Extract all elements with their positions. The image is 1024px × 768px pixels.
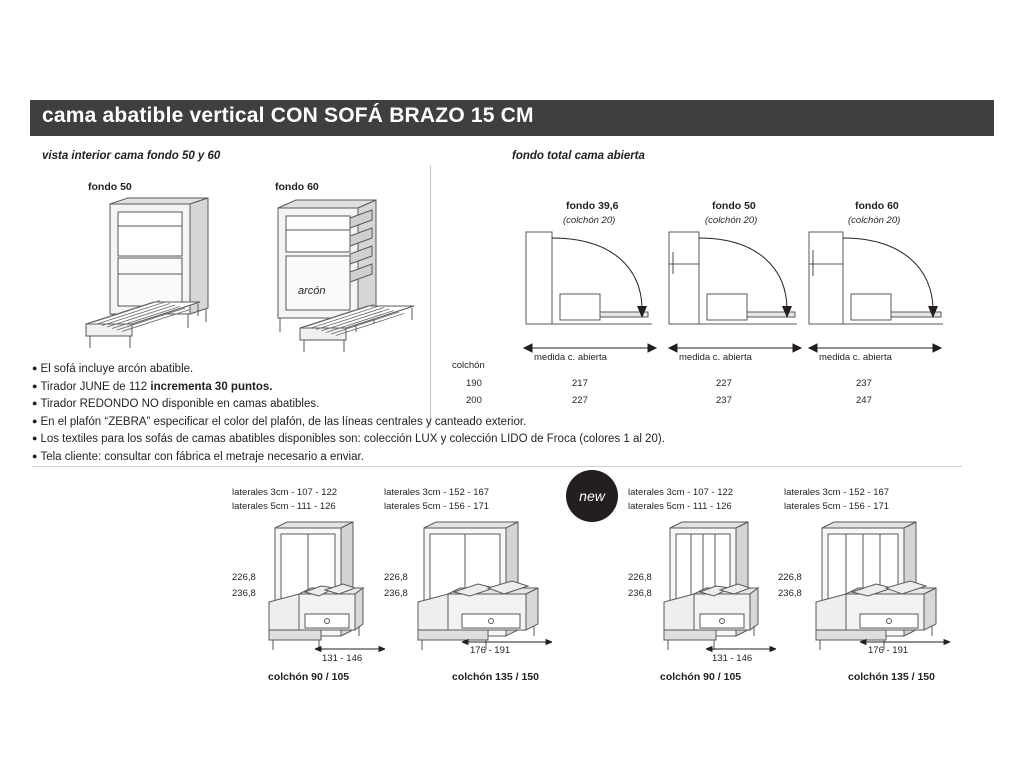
- bullet-icon: ●: [32, 363, 38, 373]
- interior-view-drawing-2: [238, 196, 428, 356]
- model-2-side5: laterales 5cm - 156 - 171: [384, 501, 490, 512]
- model-4-height-2: 236,8: [778, 588, 802, 599]
- right-section-heading: fondo total cama abierta: [512, 150, 645, 162]
- open-bed-drawing-2: [655, 228, 805, 338]
- model-2-caption: colchón 135 / 150: [452, 671, 539, 683]
- bullet-icon: ●: [32, 450, 38, 461]
- open-bed-sub-3: (colchón 20): [848, 215, 901, 226]
- model-2-width: 176 - 191: [470, 645, 511, 656]
- model-1-side5: laterales 5cm - 111 - 126: [232, 501, 336, 512]
- model-2-drawing: [408, 510, 558, 655]
- open-bed-drawing-3: [795, 228, 950, 338]
- table-row-label-1: 190: [466, 378, 482, 389]
- measure-label-1: medida c. abierta: [534, 352, 607, 363]
- note-text: Tela cliente: consultar con fábrica el metraje necesario a enviar.: [40, 450, 364, 463]
- bullet-icon: ●: [32, 380, 38, 391]
- arcon-label: arcón: [298, 285, 326, 297]
- interior-view-drawing-1: [50, 196, 230, 356]
- bullet-icon: ●: [32, 415, 38, 426]
- model-3-height-1: 226,8: [628, 572, 652, 583]
- table-row-header: colchón: [452, 360, 485, 371]
- model-1-drawing: [255, 510, 385, 655]
- model-2-height-1: 226,8: [384, 572, 408, 583]
- model-4-side5: laterales 5cm - 156 - 171: [784, 501, 890, 512]
- model-4-width-line: [860, 638, 950, 646]
- model-2-height-2: 236,8: [384, 588, 408, 599]
- model-1-width-line: [315, 645, 385, 653]
- model-4-width: 176 - 191: [868, 645, 909, 656]
- table-value-c2-r1: 227: [716, 378, 732, 389]
- model-2-width-line: [462, 638, 552, 646]
- model-1-caption: colchón 90 / 105: [268, 671, 350, 683]
- model-1-height-2: 236,8: [232, 588, 256, 599]
- list-item: [32, 448, 832, 466]
- open-bed-sub-1: (colchón 20): [563, 215, 616, 226]
- model-3-width: 131 - 146: [712, 653, 753, 664]
- open-bed-sub-2: (colchón 20): [705, 215, 758, 226]
- note-text: En el plafón “ZEBRA” especificar el color del plafón, de las líneas centrales y canteado exterior.: [40, 415, 527, 428]
- page-title: cama abatible vertical CON SOFÁ BRAZO 15 CM: [42, 104, 534, 127]
- model-1-side3: laterales 3cm - 107 - 122: [232, 487, 338, 498]
- note-text: Tirador JUNE de 112: [40, 380, 151, 393]
- open-bed-label-2: fondo 50: [712, 200, 756, 212]
- note-emphasis: incrementa 30 puntos.: [150, 380, 273, 393]
- note-text: Tirador REDONDO NO disponible en camas abatibles.: [40, 398, 320, 410]
- left-section-heading: vista interior cama fondo 50 y 60: [42, 150, 221, 162]
- table-value-c1-r1: 217: [572, 378, 588, 389]
- bullet-icon: ●: [32, 433, 38, 443]
- notes-list: [32, 360, 832, 465]
- note-text: Los textiles para los sofás de camas abatibles disponibles son: colección LUX y colección LIDO de Froca (colores 1 al 20).: [40, 433, 665, 445]
- model-3-height-2: 236,8: [628, 588, 652, 599]
- model-4-side3: laterales 3cm - 152 - 167: [784, 487, 890, 498]
- model-3-side5: laterales 5cm - 111 - 126: [628, 501, 732, 512]
- model-3-side3: laterales 3cm - 107 - 122: [628, 487, 734, 498]
- model-3-drawing: [650, 510, 780, 655]
- model-1-height-1: 226,8: [232, 572, 256, 583]
- list-item: [32, 395, 832, 413]
- model-1-width: 131 - 146: [322, 653, 363, 664]
- bullet-icon: ●: [32, 398, 38, 408]
- model-4-caption: colchón 135 / 150: [848, 671, 935, 683]
- list-item: [32, 413, 832, 431]
- table-value-c1-r2: 227: [572, 395, 588, 406]
- measure-label-2: medida c. abierta: [679, 352, 752, 363]
- model-3-width-line: [706, 645, 776, 653]
- table-value-c3-r1: 237: [856, 378, 872, 389]
- measure-label-3: medida c. abierta: [819, 352, 892, 363]
- interior-view-label-2: fondo 60: [275, 181, 319, 193]
- note-text: El sofá incluye arcón abatible.: [40, 363, 194, 375]
- model-4-height-1: 226,8: [778, 572, 802, 583]
- table-value-c3-r2: 247: [856, 395, 872, 406]
- interior-view-label-1: fondo 50: [88, 181, 132, 193]
- new-badge: new: [566, 470, 618, 522]
- open-bed-label-3: fondo 60: [855, 200, 899, 212]
- list-item: [32, 360, 832, 378]
- table-value-c2-r2: 237: [716, 395, 732, 406]
- horizontal-divider: [32, 466, 962, 467]
- open-bed-label-1: fondo 39,6: [566, 200, 619, 212]
- list-item: [32, 430, 832, 448]
- open-bed-drawing-1: [520, 228, 660, 338]
- table-row-label-2: 200: [466, 395, 482, 406]
- model-3-caption: colchón 90 / 105: [660, 671, 742, 683]
- model-4-drawing: [806, 510, 956, 655]
- model-2-side3: laterales 3cm - 152 - 167: [384, 487, 490, 498]
- list-item: [32, 378, 832, 396]
